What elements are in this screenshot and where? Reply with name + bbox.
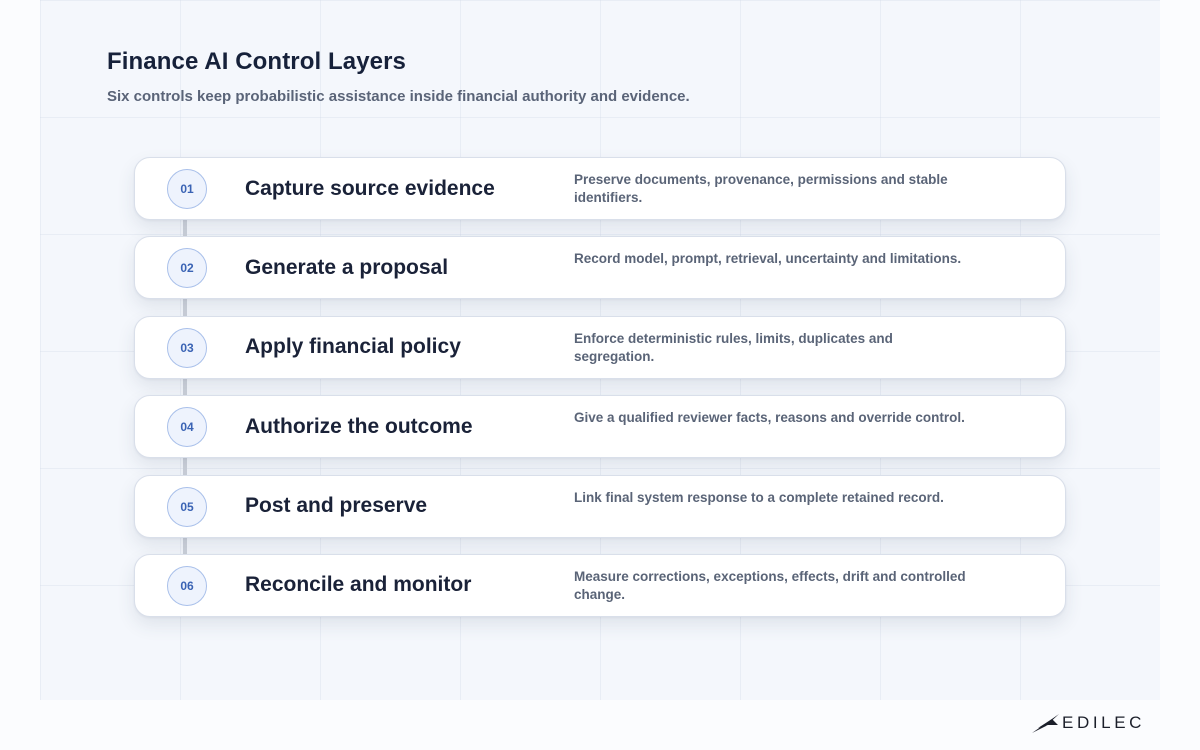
page-title: Finance AI Control Layers — [107, 48, 407, 75]
page-subtitle: Six controls keep probabilistic assistance inside financial authority and evidence. — [107, 88, 690, 105]
step-description: Preserve documents, provenance, permissions and stable identifiers. — [574, 172, 948, 205]
step-number-badge: 03 — [167, 328, 207, 368]
step-title: Post and preserve — [245, 494, 428, 518]
step-description: Measure corrections, exceptions, effects, drift and controlled change. — [574, 568, 966, 602]
control-layer-card-4 — [134, 395, 1066, 458]
step-number-badge: 06 — [167, 566, 207, 606]
step-number-badge: 05 — [167, 487, 207, 527]
step-title: Authorize the outcome — [245, 414, 473, 438]
control-layer-card-6 — [134, 554, 1066, 617]
control-layer-card-5 — [134, 475, 1066, 538]
control-layer-card-1 — [134, 157, 1066, 220]
step-number-badge: 04 — [167, 407, 207, 447]
step-title: Apply financial policy — [245, 335, 461, 359]
step-title: Capture source evidence — [245, 176, 495, 200]
brand-logo — [1032, 712, 1145, 734]
control-layer-list — [134, 157, 1066, 633]
step-description: Record model, prompt, retrieval, uncertainty and limitations. — [574, 251, 962, 267]
step-description: Give a qualified reviewer facts, reasons and override control. — [574, 410, 965, 426]
step-number-badge: 02 — [167, 248, 207, 288]
control-layer-card-2 — [134, 236, 1066, 299]
step-title: Reconcile and monitor — [245, 573, 472, 597]
step-title: Generate a proposal — [245, 255, 449, 279]
control-layer-card-3 — [134, 316, 1066, 379]
step-description: Enforce deterministic rules, limits, duplicates and segregation. — [574, 330, 893, 364]
step-description: Link final system response to a complete retained record. — [574, 489, 944, 505]
step-number-badge: 01 — [167, 169, 207, 209]
brand-name: EDILEC — [1062, 713, 1146, 732]
edilec-logo-mark-icon — [1032, 712, 1060, 734]
